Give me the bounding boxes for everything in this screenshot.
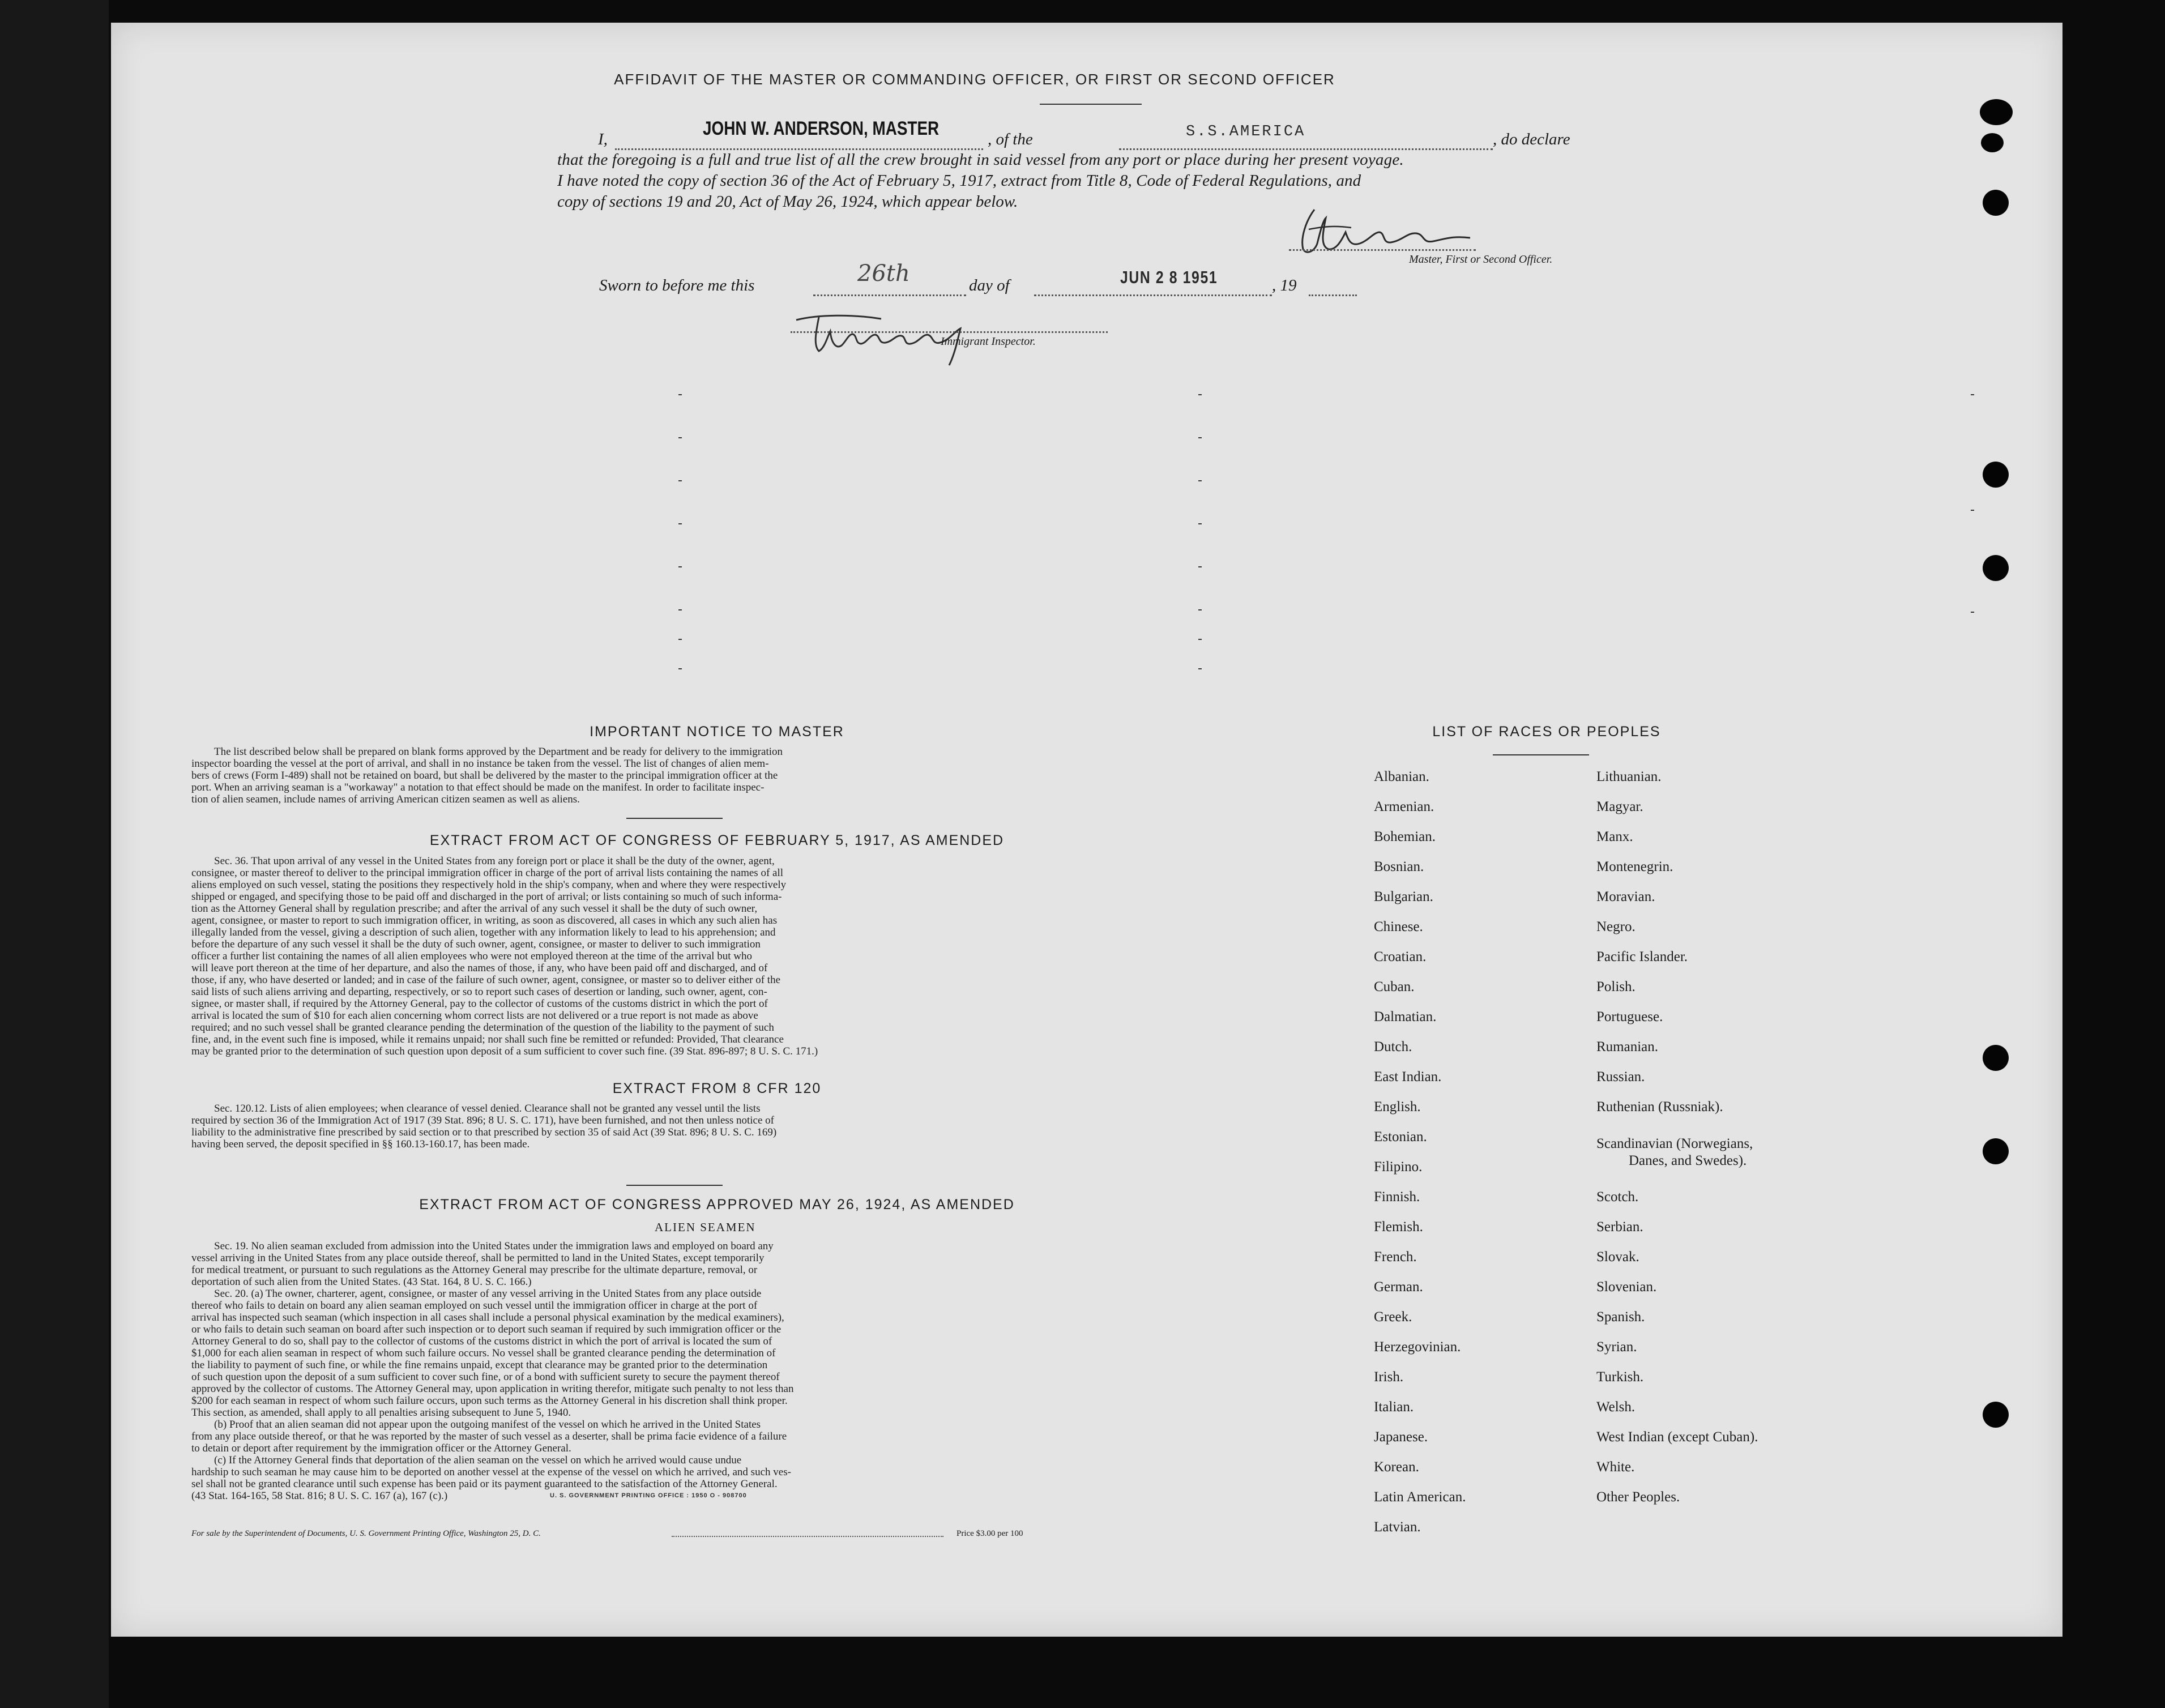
margin-tick <box>678 523 682 524</box>
notice-divider <box>626 818 723 819</box>
extract-1917-line: will leave port thereon at the time of her departure, and also the names of those, if any, who have been paid off and discharged, and of <box>191 962 768 974</box>
notice-line: inspector boarding the vessel at the port of arrival, and shall in no instance be taken from the vessel. The list of changes of alien mem- <box>191 758 769 770</box>
race-item: Irish. <box>1374 1369 1404 1385</box>
inspector-signature <box>785 297 1023 371</box>
cfr-divider <box>626 1185 723 1186</box>
extract-1917-line: aliens employed on such vessel, stating the positions they respectively hold in the ship's company, when and where they were respectively <box>191 879 787 891</box>
margin-tick <box>678 394 682 395</box>
extract-1917-line: those, if any, who have deserted or landed; and in case of the failure of such owner, agent, consignee, or master so to deliver either of the <box>191 974 780 986</box>
extract-1924-line: Attorney General to do so, shall pay to the collector of customs of the customs district in which the port of arrival is located the sum of <box>191 1335 772 1347</box>
margin-tick <box>678 437 682 438</box>
extract-1924-line: (43 Stat. 164-165, 58 Stat. 816; 8 U. S. C. 167 (a), 167 (c).) <box>191 1490 448 1502</box>
punch-hole <box>1980 99 2013 125</box>
race-item: Cuban. <box>1374 979 1415 994</box>
extract-cfr-line: Sec. 120.12. Lists of alien employees; when clearance of vessel denied. Clearance shall not be granted any vessel until the lists <box>214 1103 761 1115</box>
sworn-label: Sworn to before me this <box>599 276 755 294</box>
race-item: Croatian. <box>1374 949 1427 964</box>
race-item: Bohemian. <box>1374 829 1436 844</box>
i-label: I, <box>598 130 608 148</box>
punch-hole <box>1983 190 2009 216</box>
extract-1924-line: Sec. 19. No alien seaman excluded from admission into the United States under the immigration laws and employed on board any <box>214 1240 774 1252</box>
race-item: Italian. <box>1374 1399 1414 1415</box>
printing-office-imprint: U. S. GOVERNMENT PRINTING OFFICE : 1950 O - 908700 <box>550 1492 747 1499</box>
race-item: Herzegovinian. <box>1374 1339 1461 1355</box>
race-item: Portuguese. <box>1596 1009 1663 1024</box>
margin-tick <box>678 566 682 567</box>
inspector-caption: Immigrant Inspector. <box>941 335 1036 348</box>
race-item: Filipino. <box>1374 1159 1423 1175</box>
margin-tick <box>678 639 682 640</box>
footer-leader <box>672 1536 943 1537</box>
extract-1924-line: $200 for each seaman in respect of whom such failure occurs, upon such terms as the Attorney General in his discretion shall think proper. <box>191 1395 788 1407</box>
extract-1924-line: vessel arriving in the United States from any place outside thereof, shall be permitted to land in the United States, except temporarily <box>191 1252 765 1264</box>
race-item: German. <box>1374 1279 1423 1295</box>
race-item: Flemish. <box>1374 1219 1423 1235</box>
sworn-day: 26th <box>857 261 910 287</box>
extract-1917-line: said lists of such aliens arriving and departing, respectively, or so to report such cases of desertion or landing, such owner, agent, con- <box>191 986 767 998</box>
document-page <box>111 23 2062 1637</box>
master-name-line <box>615 148 983 150</box>
extract-cfr-title: EXTRACT FROM 8 CFR 120 <box>612 1081 822 1096</box>
race-item: Slovenian. <box>1596 1279 1657 1295</box>
race-item: Armenian. <box>1374 799 1434 814</box>
notice-line: tion of alien seamen, include names of arriving American citizen seamen as well as aliens. <box>191 793 580 805</box>
margin-tick <box>678 668 682 669</box>
extract-1924-line: deportation of such alien from the United States. (43 Stat. 164, 8 U. S. C. 166.) <box>191 1276 532 1288</box>
race-item: Montenegrin. <box>1596 859 1673 874</box>
margin-tick <box>1198 480 1202 481</box>
race-item: Latin American. <box>1374 1489 1466 1505</box>
notice-line: The list described below shall be prepared on blank forms approved by the Department and be ready for delivery to the immigration <box>214 746 783 758</box>
master-signature-line <box>1289 249 1476 251</box>
race-item: Slovak. <box>1596 1249 1639 1265</box>
extract-1924-line: from any place outside thereof, or that he was reported by the master of such vessel as a deserter, shall be prima facie evidence of a failure <box>191 1431 787 1442</box>
races-title: LIST OF RACES OR PEOPLES <box>1432 724 1661 740</box>
race-item: Ruthenian (Russniak). <box>1596 1099 1723 1115</box>
race-item: Bulgarian. <box>1374 889 1433 904</box>
scan-border-left <box>0 0 109 1708</box>
declaration-line-3: I have noted the copy of section 36 of the Act of February 5, 1917, extract from Title 8, Code of Federal Regulations, and <box>557 172 1361 190</box>
extract-1917-line: shipped or engaged, and specifying those to be paid off and discharged in the port of arrival; or lists containing so much of such informa- <box>191 891 782 903</box>
extract-1924-line: to detain or deport after requirement by the immigration officer or the Attorney General. <box>191 1442 571 1454</box>
punch-hole <box>1983 555 2009 581</box>
extract-1924-line: (b) Proof that an alien seaman did not appear upon the outgoing manifest of the vessel on which he arrived in the United States <box>214 1419 761 1431</box>
extract-1917-line: illegally landed from the vessel, giving a description of such alien, together with any information likely to lead to his apprehension; and <box>191 926 776 938</box>
extract-1924-line: $1,000 for each alien seaman in respect of whom such failure occurs. No vessel shall be granted clearance pending the determination of <box>191 1347 776 1359</box>
extract-cfr-text <box>191 1103 1138 1150</box>
extract-1924-title: EXTRACT FROM ACT OF CONGRESS APPROVED MAY 26, 1924, AS AMENDED <box>419 1197 1015 1212</box>
race-item: Rumanian. <box>1596 1039 1659 1054</box>
extract-1917-line: tion as the Attorney General shall by regulation prescribe; and after the arrival of any such vessel it shall be the duty of such owner, <box>191 903 758 915</box>
notice-line: bers of crews (Form I-489) shall not be retained on board, but shall be delivered by the master to the principal immigration officer at the <box>191 770 778 782</box>
race-item: Korean. <box>1374 1459 1419 1475</box>
margin-tick <box>1198 609 1202 610</box>
race-item: Lithuanian. <box>1596 769 1662 784</box>
race-item: Scandinavian (Norwegians, <box>1596 1136 1753 1151</box>
margin-tick <box>1198 668 1202 669</box>
margin-tick <box>1198 523 1202 524</box>
footer-sale-text: For sale by the Superintendent of Documents, U. S. Government Printing Office, Washington 25, D. C. <box>191 1529 541 1538</box>
extract-1924-line: sel shall not be granted clearance until such expense has been paid or its payment guaranteed to the satisfaction of the Attorney General. <box>191 1478 778 1490</box>
vessel-line <box>1119 148 1493 150</box>
race-item: Turkish. <box>1596 1369 1644 1385</box>
inspector-signature-line <box>791 331 1108 333</box>
margin-tick <box>1198 394 1202 395</box>
extract-1917-line: fine, and, in the event such fine is imposed, while it remains unpaid; nor shall such fine be remitted or refunded: Provided, That clearance <box>191 1034 784 1045</box>
extract-cfr-line: required by section 36 of the Immigration Act of 1917 (39 Stat. 896; 8 U. S. C. 171), have been furnished, and not then unless notice of <box>191 1115 774 1126</box>
declaration-line-4: copy of sections 19 and 20, Act of May 26, 1924, which appear below. <box>557 193 1018 211</box>
extract-1924-line: Sec. 20. (a) The owner, charterer, agent, consignee, or master of any vessel arriving in the United States from any place outside <box>214 1288 762 1300</box>
race-item: East Indian. <box>1374 1069 1442 1084</box>
extract-1924-text <box>191 1240 1138 1502</box>
extract-1917-text <box>191 855 1138 1057</box>
margin-tick <box>1971 510 1974 511</box>
race-item: Spanish. <box>1596 1309 1645 1325</box>
notice-line: port. When an arriving seaman is a "workaway" a notation to that effect should be made on the manifest. In order to facilitate inspec- <box>191 782 765 793</box>
punch-hole <box>1983 1045 2009 1071</box>
master-name: JOHN W. ANDERSON, MASTER <box>703 118 940 139</box>
race-item: Negro. <box>1596 919 1636 934</box>
extract-1924-line: the liability to payment of such fine, or while the fine remains unpaid, except that clearance may be granted prior to the determination <box>191 1359 768 1371</box>
affidavit-title: AFFIDAVIT OF THE MASTER OR COMMANDING OFFICER, OR FIRST OR SECOND OFFICER <box>614 71 1335 88</box>
race-item: Bosnian. <box>1374 859 1424 874</box>
extract-1924-subtitle: ALIEN SEAMEN <box>655 1220 756 1234</box>
race-item: English. <box>1374 1099 1421 1115</box>
extract-1917-line: may be granted prior to the determination of such question upon deposit of a sum sufficient to cover such fine. (39 Stat. 896-897; 8 U. S. C. 171.) <box>191 1045 818 1057</box>
race-item: Dalmatian. <box>1374 1009 1437 1024</box>
race-item: Magyar. <box>1596 799 1643 814</box>
race-item: Finnish. <box>1374 1189 1420 1205</box>
vessel-name: S.S.AMERICA <box>1186 123 1306 140</box>
races-title-underline <box>1493 754 1589 755</box>
margin-tick <box>1971 394 1974 395</box>
extract-1924-line: for medical treatment, or pursuant to such regulations as the Attorney General may prescribe for the ultimate departure, removal, or <box>191 1264 758 1276</box>
extract-1924-line: thereof who fails to detain on board any alien seaman employed on such vessel until the immigration officer in charge at the port of <box>191 1300 758 1312</box>
extract-1917-line: before the departure of any such vessel it shall be the duty of such owner, agent, consignee, or master to deliver to such immigration <box>191 938 761 950</box>
extract-cfr-line: liability to the administrative fine prescribed by said section or to that prescribed by section 35 of said Act (39 Stat. 896; 8 U. S. C. 169) <box>191 1126 777 1138</box>
race-item: Moravian. <box>1596 889 1655 904</box>
margin-tick <box>1198 437 1202 438</box>
race-item: West Indian (except Cuban). <box>1596 1429 1758 1445</box>
race-item: Other Peoples. <box>1596 1489 1680 1505</box>
extract-1917-line: Sec. 36. That upon arrival of any vessel in the United States from any foreign port or place it shall be the duty of the owner, agent, <box>214 855 775 867</box>
extract-cfr-line: having been served, the deposit specified in §§ 160.13-160.17, has been made. <box>191 1138 530 1150</box>
extract-1917-line: officer a further list containing the names of all alien employees who were not employed thereon at the time of the arrival but who <box>191 950 752 962</box>
margin-tick <box>1971 612 1974 613</box>
extract-1924-line: of such question upon the deposit of a sum sufficient to cover such fine, or of a bond with sufficient surety to secure the payment thereof <box>191 1371 780 1383</box>
race-item: Albanian. <box>1374 769 1429 784</box>
year-line <box>1309 294 1357 296</box>
of-the-label: , of the <box>988 130 1033 148</box>
declaration-line-2: that the foregoing is a full and true list of all the crew brought in said vessel from any port or place during her present voyage. <box>557 151 1404 169</box>
extract-1917-line: consignee, or master thereof to deliver to the principal immigration officer in charge of the port of arrival lists containing the names of all <box>191 867 784 879</box>
race-item: Chinese. <box>1374 919 1423 934</box>
punch-hole <box>1981 133 2004 152</box>
extract-1924-line: arrival has inspected such seaman (which inspection in all cases shall include a personal physical examination by the medical examiners), <box>191 1312 784 1323</box>
footer-price: Price $3.00 per 100 <box>956 1529 1023 1538</box>
do-declare-label: , do declare <box>1493 130 1570 148</box>
extract-1917-line: required; and no such vessel shall be granted clearance pending the determination of the question of the liability to the payment of such <box>191 1022 774 1034</box>
race-item: Pacific Islander. <box>1596 949 1688 964</box>
race-item: Danes, and Swedes). <box>1629 1153 1747 1168</box>
extract-1924-line: approved by the collector of customs. The Attorney General may, upon application in writing therefor, mitigate such penalty to not less than <box>191 1383 794 1395</box>
margin-tick <box>1198 566 1202 567</box>
extract-1917-line: signee, or master shall, if required by the Attorney General, pay to the collector of customs of the customs district in which the port of <box>191 998 768 1010</box>
extract-1924-line: This section, as amended, shall apply to all penalties arising subsequent to June 5, 1940. <box>191 1407 571 1419</box>
notice-text <box>191 746 1138 805</box>
year-label: , 19 <box>1272 276 1297 294</box>
race-item: Estonian. <box>1374 1129 1427 1145</box>
extract-1917-line: arrival is located the sum of $10 for each alien concerning whom correct lists are not delivered or a true report is not made as above <box>191 1010 758 1022</box>
race-item: White. <box>1596 1459 1635 1475</box>
punch-hole <box>1983 1138 2009 1164</box>
punch-hole <box>1983 462 2009 488</box>
sworn-month-line <box>1034 294 1272 296</box>
race-item: Greek. <box>1374 1309 1412 1325</box>
margin-tick <box>678 480 682 481</box>
day-of-label: day of <box>969 276 1010 294</box>
margin-tick <box>1198 639 1202 640</box>
sworn-date-stamp: JUN 2 8 1951 <box>1120 267 1218 287</box>
race-item: Scotch. <box>1596 1189 1639 1205</box>
extract-1917-title: EXTRACT FROM ACT OF CONGRESS OF FEBRUARY 5, 1917, AS AMENDED <box>429 832 1005 848</box>
race-item: Russian. <box>1596 1069 1645 1084</box>
extract-1917-line: agent, consignee, or master to report to such immigration officer, in writing, as soon as discovered, all cases in which any such alien has <box>191 915 778 926</box>
race-item: Syrian. <box>1596 1339 1637 1355</box>
notice-title: IMPORTANT NOTICE TO MASTER <box>590 724 844 740</box>
extract-1924-line: hardship to such seaman he may cause him to be deported on another vessel at the expense of the vessel on which he arrived, and such ves- <box>191 1466 791 1478</box>
race-item: Latvian. <box>1374 1519 1421 1535</box>
race-item: Polish. <box>1596 979 1636 994</box>
extract-1924-line: or who fails to detain such seaman on board after such inspection or to deport such seaman if required by such immigration officer or the <box>191 1323 782 1335</box>
title-underline <box>1040 104 1142 105</box>
race-item: Welsh. <box>1596 1399 1636 1415</box>
margin-tick <box>678 609 682 610</box>
race-item: Manx. <box>1596 829 1633 844</box>
extract-1924-line: (c) If the Attorney General finds that deportation of the alien seaman on the vessel on which he arrived would cause undue <box>214 1454 742 1466</box>
master-signature-caption: Master, First or Second Officer. <box>1409 253 1553 266</box>
sworn-day-line <box>813 294 966 296</box>
race-item: Dutch. <box>1374 1039 1412 1054</box>
race-item: Japanese. <box>1374 1429 1428 1445</box>
punch-hole <box>1983 1402 2009 1428</box>
race-item: French. <box>1374 1249 1417 1265</box>
race-item: Serbian. <box>1596 1219 1643 1235</box>
